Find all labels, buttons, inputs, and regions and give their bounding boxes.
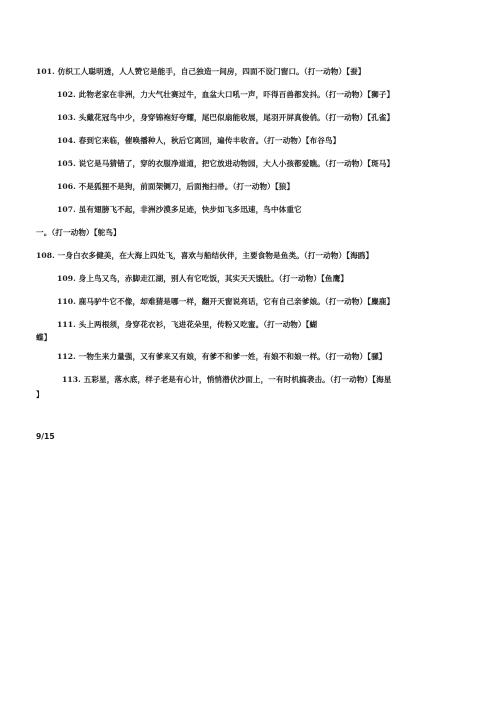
riddle-line: 108. 一身白衣多健美，在大海上四处飞，喜欢与船结伙伴，主要食物是鱼类。（打一动物）【海鸥】 [36, 251, 374, 260]
riddle-line: 109. 身上鸟又鸟，赤脚走江湖，别人有它吃饭，其实天天饿肚。（打一动物）【鱼鹰】 [57, 274, 349, 283]
riddle-line: 一。（打一动物）【鸵鸟】 [36, 228, 121, 237]
riddle-line: 蝶】 [36, 333, 52, 342]
riddle-line: 】 [36, 390, 44, 399]
riddle-line: 106. 不是狐狸不是狗，前面架铡刀，后面拖扫帚。（打一动物）【狼】 [57, 182, 295, 191]
riddle-line: 110. 鹿马驴牛它不像，却难猜是哪一样，翻开天窗说亮话，它有自己亲爹娘。（打一动物）【麋鹿】 [57, 297, 395, 306]
riddle-line: 107. 虽有翅膀飞不起，非洲沙漠多足迹，快步如飞多迅速，鸟中体重它 [57, 205, 302, 214]
riddle-line: 103. 头戴花冠鸟中少，身穿锦袍好夸耀，尾巴似扇能收展，尾羽开屏真俊俏。（打一动物）【孔雀】 [57, 113, 395, 122]
riddle-line: 105. 说它是马猜错了，穿的衣服净道道，把它放进动物园，大人小孩都爱瞧。（打一动物）【斑马】 [57, 159, 395, 168]
riddle-line: 104. 春到它来临，催唤播种人，秋后它离回，遍传丰收音。（打一动物）【布谷鸟】 [57, 136, 341, 145]
riddle-line: 112. 一物生来力量强，又有爹来又有娘，有爹不和爹一姓，有娘不和娘一样。（打一动物）【骡】 [57, 352, 387, 361]
riddle-line: 101. 仿织工人聪明透，人人赞它是能手，自己独造一间房，四面不设门窗口。（打一动物）【蚕】 [36, 67, 366, 76]
riddle-line: 111. 头上两根须，身穿花衣衫，飞进花朵里，传粉又吃蜜。（打一动物）【蝴 [57, 320, 318, 329]
page-number: 9/15 [36, 432, 55, 441]
riddle-line: 102. 此物老家在非洲，力大气壮赛过牛，血盆大口吼一声，吓得百兽都发抖。（打一动物）【狮子】 [57, 90, 395, 99]
riddle-line: 113. 五彩星，落水底，样子老是有心计，悄悄潜伏沙面上，一有时机搞袭击。（打一动物）【海星 [62, 375, 392, 384]
